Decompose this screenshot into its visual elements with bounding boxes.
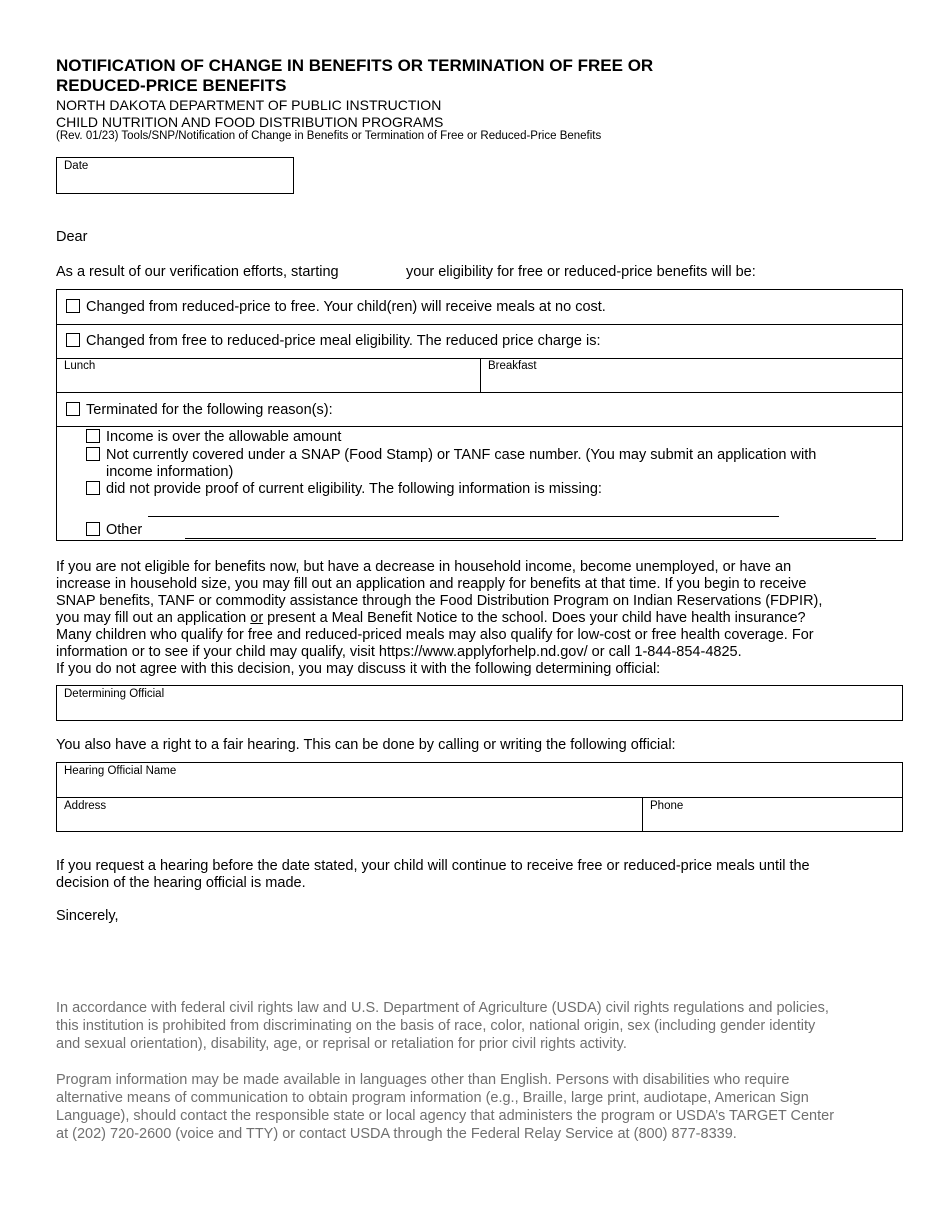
body-text: present a Meal Benefit Notice to the school. Does your child have health insurance? bbox=[263, 610, 806, 626]
checkbox-reason-income[interactable] bbox=[86, 429, 100, 443]
reason-income-label: Income is over the allowable amount bbox=[106, 429, 342, 445]
option-terminated-label: Terminated for the following reason(s): bbox=[86, 402, 333, 418]
missing-info-line[interactable] bbox=[148, 516, 779, 517]
option-free-to-reduced-label: Changed from free to reduced-price meal eligibility. The reduced price charge is: bbox=[86, 333, 601, 349]
body-line: If you do not agree with this decision, you may discuss it with the following determining official: bbox=[56, 661, 661, 677]
option-reduced-to-free[interactable] bbox=[66, 299, 606, 315]
option-free-to-reduced[interactable] bbox=[66, 333, 600, 349]
statement-line: at (202) 720-2600 (voice and TTY) or contact USDA through the Federal Relay Service at (800) 877-8339. bbox=[56, 1126, 737, 1142]
hearing-official-name-field[interactable] bbox=[57, 763, 902, 797]
revision-info: (Rev. 01/23) Tools/SNP/Notification of Change in Benefits or Termination of Free or Reduced-Price Benefits bbox=[56, 130, 602, 142]
body-line: SNAP benefits, TANF or commodity assistance through the Food Distribution Program on Indian Reservations (FDPIR), bbox=[56, 593, 823, 609]
statement-line: Program information may be made available in languages other than English. Persons with disabilities who require bbox=[56, 1072, 790, 1088]
phone-field[interactable] bbox=[643, 798, 902, 831]
checkbox-terminated[interactable] bbox=[66, 402, 80, 416]
program-info-statement bbox=[56, 1071, 906, 1143]
hearing-official-table bbox=[56, 762, 903, 832]
body-paragraph bbox=[56, 559, 906, 678]
statement-line: In accordance with federal civil rights law and U.S. Department of Agriculture (USDA) civil rights regulations and policies, bbox=[56, 1000, 829, 1016]
body-line: If you are not eligible for benefits now, but have a decrease in household income, become unemployed, or have an bbox=[56, 559, 792, 575]
reason-proof-label: did not provide proof of current eligibility. The following information is missing: bbox=[106, 481, 602, 497]
statement-line: alternative means of communication to obtain program information (e.g., Braille, large print, audiotape, American Sign bbox=[56, 1090, 809, 1106]
other-reason-line[interactable] bbox=[185, 538, 876, 539]
body-text: you may fill out an application bbox=[56, 610, 251, 626]
lunch-label: Lunch bbox=[64, 360, 96, 372]
reason-other[interactable] bbox=[86, 522, 142, 538]
title-line-2: REDUCED-PRICE BENEFITS bbox=[56, 76, 287, 95]
phone-label: Phone bbox=[650, 800, 684, 812]
body-line: Many children who qualify for free and reduced-priced meals may also qualify for low-cost or free health coverage. For bbox=[56, 627, 814, 643]
statement-line: and sexual orientation), disability, age, or reprisal or retaliation for prior civil rights activity. bbox=[56, 1036, 627, 1052]
intro-text-end: your eligibility for free or reduced-price benefits will be: bbox=[406, 264, 756, 280]
checkbox-reason-proof[interactable] bbox=[86, 481, 100, 495]
hearing-official-name-label: Hearing Official Name bbox=[64, 765, 177, 777]
program-name: CHILD NUTRITION AND FOOD DISTRIBUTION PROGRAMS bbox=[56, 114, 444, 130]
date-label: Date bbox=[64, 160, 89, 172]
body-line: increase in household size, you may fill out an application and reapply for benefits at that time. If you begin to receive bbox=[56, 576, 807, 592]
option-reduced-to-free-label: Changed from reduced-price to free. Your child(ren) will receive meals at no cost. bbox=[86, 299, 606, 315]
body-line: If you request a hearing before the date stated, your child will continue to receive free or reduced-price meals until the bbox=[56, 858, 810, 874]
breakfast-label: Breakfast bbox=[488, 360, 537, 372]
body-line: decision of the hearing official is made. bbox=[56, 875, 306, 891]
body-line: information or to see if your child may qualify, visit https://www.applyforhelp.nd.gov/ or call 1-844-854-4825. bbox=[56, 644, 742, 660]
reason-proof[interactable] bbox=[86, 481, 602, 497]
reason-snap-label-1: Not currently covered under a SNAP (Food Stamp) or TANF case number. (You may submit an application with bbox=[106, 447, 817, 463]
breakfast-field[interactable] bbox=[481, 358, 901, 392]
reason-other-label: Other bbox=[106, 522, 143, 538]
statement-line: Language), should contact the responsible state or local agency that administers the program or USDA’s TARGET Center bbox=[56, 1108, 835, 1124]
checkbox-reason-snap[interactable] bbox=[86, 447, 100, 461]
checkbox-reason-other[interactable] bbox=[86, 522, 100, 536]
address-field[interactable] bbox=[57, 798, 643, 831]
checkbox-reduced-to-free[interactable] bbox=[66, 299, 80, 313]
form-title bbox=[56, 56, 856, 96]
intro-text-start: As a result of our verification efforts, starting bbox=[56, 264, 339, 280]
determining-official-label: Determining Official bbox=[64, 688, 165, 700]
reason-income[interactable] bbox=[86, 429, 341, 445]
body-line bbox=[56, 610, 906, 627]
fair-hearing-text: You also have a right to a fair hearing. This can be done by calling or writing the following official: bbox=[56, 737, 676, 753]
reason-snap-label-2: income information) bbox=[106, 464, 234, 480]
underlined-or: or bbox=[250, 610, 264, 626]
closing: Sincerely, bbox=[56, 908, 119, 924]
lunch-field[interactable] bbox=[57, 358, 481, 392]
determining-official-field[interactable] bbox=[56, 685, 903, 721]
continuation-paragraph bbox=[56, 858, 906, 892]
civil-rights-statement bbox=[56, 999, 906, 1053]
option-terminated[interactable] bbox=[66, 402, 333, 418]
greeting: Dear bbox=[56, 229, 88, 245]
address-label: Address bbox=[64, 800, 107, 812]
checkbox-free-to-reduced[interactable] bbox=[66, 333, 80, 347]
reason-snap[interactable] bbox=[86, 447, 816, 463]
eligibility-options-table bbox=[56, 289, 903, 541]
statement-line: this institution is prohibited from discriminating on the basis of race, color, national origin, sex (including gender identity bbox=[56, 1018, 816, 1034]
date-field[interactable] bbox=[56, 157, 294, 194]
department-name: NORTH DAKOTA DEPARTMENT OF PUBLIC INSTRUCTION bbox=[56, 97, 442, 113]
title-line-1: NOTIFICATION OF CHANGE IN BENEFITS OR TERMINATION OF FREE OR bbox=[56, 56, 654, 75]
